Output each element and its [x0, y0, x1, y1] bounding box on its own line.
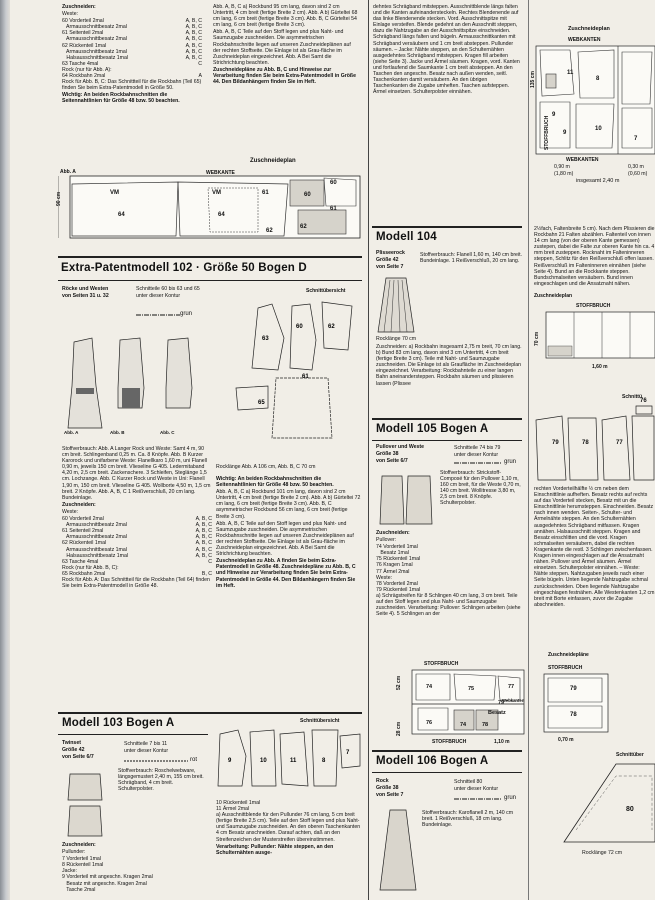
zuschneiden-heading: Zuschneiden: [62, 4, 96, 10]
list-item-text: 60 Vorderteil 2mal [62, 18, 104, 25]
svg-text:11: 11 [290, 758, 297, 764]
list-item: 9 Vorderteil mit angeschn. Kragen 2mal [62, 874, 153, 881]
piece-label: 77 [508, 684, 515, 690]
list-item: 8 Rückenteil 1mal [62, 862, 104, 869]
list-item-ref: A, B, C [195, 540, 212, 547]
model-106-rocklange: Rocklänge 72 cm [582, 850, 623, 856]
model-105-sub [376, 444, 442, 470]
plan-right-len3: 0,30 m [628, 164, 644, 170]
svg-text:8: 8 [322, 758, 326, 764]
list-item-ref: A, B, C [185, 48, 202, 55]
plan105-d1: 52 cm [396, 675, 402, 690]
model-102-stoff: Stoffverbrauch: Abb. A Langer Rock und Weste: Samt 4 m, 90 cm breit. Schlingenband 0,25 m. Ca. 8 Knöpfe. Abb. B Kurzer Karorock und unifarbene Weste: Flanellkaro 1,60 m, uni Flanell 0,90 m, jeweils 150 cm breit. Vlieseline G 405. Ledermitaband 4,20 m, 2,5 cm breit. Zackenschere. 3 Schleifen, Steglänge 1,5 cm. Lochzange. Abb. C Kurzer Rock und Weste in Uni: Flanell 1,90 m, 150 cm breit. Vlieseline G 405. Wollborte 4,50 m, 1,5 cm breit. 2 Knöpfe. Abb. A, B, C 1 Reißverschluß, 20 cm lang. Bundeinlage. [62, 446, 211, 501]
model-102-zus-title: Zuschneiden: [62, 501, 96, 508]
list-item-ref: A, B, C [195, 546, 212, 553]
plan105-diagram [410, 668, 526, 738]
model-102-cutting-list [62, 516, 212, 577]
list-item-text: 63 Tasche 4mal [62, 60, 99, 67]
model-102-mid1: Wichtig: An beiden Rockbahnschnitten die Seitennahtlinien für Größe 48 bzw. 50 beachten. [216, 476, 334, 489]
column-divider-2 [528, 0, 529, 900]
model-103-title: Modell 103 Bogen A [62, 717, 175, 729]
rule-106-top [372, 750, 522, 752]
red-contour-line [124, 759, 188, 763]
piece-label: 64 [218, 212, 225, 218]
model-103-right [216, 800, 362, 898]
model-106-schnitt-text: Schnitteil 80 [454, 779, 483, 785]
list-item: 77 Ärmel 2mal [376, 568, 410, 575]
model-106-pattern [556, 760, 655, 846]
plan-r2-stoffbruch: STOFFBRUCH [548, 665, 583, 671]
list-item: 75 Rückenteil 1mal [376, 556, 421, 563]
list-item-text: 60 Vorderteil 2mal [62, 516, 104, 523]
plan-right-title: Zuschneideplan [568, 26, 610, 32]
model-103-right-text: 10 Rückenteil 1mal 11 Ärmel 2mal a) Ausschnittblende für den Pullunder 76 cm lang, 5 cm breit (fertige Breite 2,5 cm). Teile auf den Stoff legen und plus Naht- und Saumzugabe zuschneiden. An den oberen Taschenkanten 4 cm Besatz anschneiden. Darauf achten, daß an den Streifenzeichen der Musterstreifen übereinstimmen. [216, 800, 361, 843]
piece-label: 8 [596, 76, 600, 82]
piece-label: 10 [595, 126, 602, 132]
rule-102-bottom [58, 280, 362, 281]
list-item: 79 Rückenteil 1mal [376, 586, 421, 593]
col4-schnittubersicht: Schnittü [622, 394, 642, 400]
model-106-schnitt [454, 779, 522, 793]
list-item-text: Rock (nur für Abb. B, C): [62, 564, 119, 571]
list-item-text: 62 Rückenteil 1mal [62, 42, 107, 49]
list-item-ref: A [198, 73, 202, 80]
abb-label: Abb. C [160, 430, 175, 435]
model-106-sub3: von Seite 7 [376, 792, 404, 799]
plan105-title: Zuschneidepläne [548, 652, 589, 658]
model-105-schnitt [454, 445, 522, 459]
model-102-mid2: Abb. A, B, C a) Rockbund 101 cm lang, davon sind 2 cm Untertritt, 4 cm breit (fertige Breite 2 cm). Abb. A b) Gürteltei 72 cm lang, 6 cm breit (fertige Breite 3 cm). Abb. B, C asymmetrischer Rockbund 56 cm lang, 6 cm breit (fertige Breite 3 cm). [216, 489, 361, 520]
list-item-ref: A, B, C [195, 516, 212, 523]
model-102-kontur: unter dieser Kontur [136, 293, 181, 300]
piece-label: Besatz [488, 710, 506, 716]
model-106-schnittub: Schnittüber [616, 752, 644, 758]
model-103-verarb: Verarbeitung: Pullunder: Nähte steppen, an den Schulternähten ausge- [216, 843, 334, 856]
piece-label: 78 [570, 712, 577, 718]
mid-paragraph-1: Abb. A, B, C a) Rockbund 95 cm lang, davon sind 2 cm Untertritt, 4 cm breit (fertige Breite 2 cm). Abb. A b) Gürteltei 68 cm lang, 6 cm breit (fertige Breite 3 cm). Abb. B, C Gürteltei 54 cm lang, 6 cm breit (fertige Breite 3 cm). [213, 4, 358, 29]
plan-right-stoffbruch: STOFFBRUCH [544, 115, 550, 150]
list-item: Weste: [376, 574, 393, 581]
model-104-title: Modell 104 [376, 231, 437, 243]
model-105-zus: Zuschneiden: [376, 530, 410, 536]
rule-102-top [58, 256, 362, 258]
plan1-title: Zuschneideplan [250, 158, 296, 164]
model-105-figures [376, 472, 436, 528]
piece-label: 9 [563, 130, 567, 136]
list-item-ref: C [198, 60, 202, 67]
piece-label: 61 [330, 206, 337, 212]
model-103-zus-title: Zuschneiden: [62, 842, 96, 848]
model-104-sub2: Größe 42 [376, 257, 399, 264]
green-contour-line-106 [454, 797, 502, 801]
plan104-stoffbruch: STOFFBRUCH [576, 303, 611, 309]
model-105-sub2: Größe 38 [376, 451, 399, 458]
rock-note: Rock für Abb. B, C: Das Schnittteil für die Rockbahn (Teil 65) finden Sie beim Extra-Patentmodell in Größe 50. [62, 79, 202, 92]
model-102-schnitt-text: Schnitteile 60 bis 63 und 65 [136, 286, 200, 292]
list-item-ref: A, B, C [185, 54, 202, 61]
piece-label: VM [212, 190, 221, 196]
plan-right-webkanten-top: WEBKANTEN [568, 37, 601, 43]
model-105-list [376, 544, 522, 593]
list-item: 7 Vorderteil 1mal [62, 856, 101, 863]
plan1-webkante: WEBKANTE [206, 170, 235, 176]
model-105-title: Modell 105 Bogen A [376, 423, 489, 435]
cutting-list [62, 18, 202, 79]
plan1-dim: 90 cm [56, 191, 62, 206]
model-103-sub3: von Seite 6/7 [62, 754, 94, 761]
model-102-rock: Rock für Abb. A: Das Schnittteil für die Rockbahn (Teil 64) finden Sie beim Extra-Patentmodell in Größe 48. [62, 576, 210, 590]
model-104-text: Zuschneiden: a) Rockbahn insgesamt 2,75 m breit, 70 cm lang. b) Bund 83 cm lang, davon sind 3 cm Untertritt, 4 cm breit (fertige Breite 3 cm). Teile mit Naht- und Saumzugabe zuschneiden. Die Einlage ist als Graufläche im Zuschneideplan eingezeichnet. Verarbeitung: Rockbahnteile zu einer langen Bahn aneinandersteppen. Rockbahn säumen und plissieren lassen (Plissee [376, 344, 522, 387]
model-103-pattern-overview [214, 726, 364, 796]
list-item-ref: A, B, C [195, 534, 212, 541]
svg-text:61: 61 [302, 374, 309, 380]
piece-label: 74 [426, 684, 433, 690]
list-item-text: 62 Rückenteil 1mal [62, 540, 107, 547]
model-103-list [62, 856, 210, 893]
piece-label: 7 [634, 136, 638, 142]
plan105-d3: 1,10 m [494, 739, 510, 745]
model-103-sub [62, 740, 112, 764]
green-contour-line [136, 313, 180, 317]
piece-label: 78 [582, 440, 589, 446]
model-102-sub2: von Seiten 31 u. 32 [62, 293, 109, 300]
list-item: 74 Vorderteil 1mal [376, 544, 418, 551]
list-item: Jacke: [62, 868, 77, 875]
list-item-ref: A, B, C [185, 42, 202, 49]
column-divider-1 [368, 0, 369, 900]
plan105-stoffbruch-bot: STOFFBRUCH [432, 739, 467, 745]
model-103-color: rot [190, 757, 198, 763]
rule-106-bottom [372, 772, 522, 773]
model-103-sub1: Twinset [62, 740, 81, 746]
plan104-dim: 70 cm [534, 331, 540, 346]
model-106-color: grün [504, 795, 517, 801]
model-102-sub1: Röcke und Westen [62, 286, 109, 292]
plan-right-webkanten-bot: WEBKANTEN [566, 157, 599, 163]
plan-right-l3 [628, 164, 655, 178]
model-104-stoff: Stoffverbrauch: Flanell 1,60 m, 140 cm breit. Bundeinlage. 1 Reißverschluß, 20 cm lang. [420, 252, 522, 265]
model-102-title: Extra-Patentmodell 102 · Größe 50 Bogen D [61, 262, 307, 274]
plan104-diagram [540, 310, 655, 362]
green-contour-line-105 [454, 461, 502, 465]
plan-right-len2: (1,80 m) [554, 171, 574, 178]
list-item-text: Armausschnittbesatz 2mal [62, 522, 127, 529]
list-item: Besatz 1mal [376, 550, 409, 557]
plan-right-len4: (0,60 m) [628, 171, 648, 178]
mid-paragraph-3: Zuschneidepläne zu Abb. B, C und Hinweise zur Verarbeitung finden Sie beim Extra-Patentmodell in Größe 44. Den Bildanhängern finden Sie im Heft. [213, 66, 356, 86]
piece-label: VM [110, 190, 119, 196]
model-102-pattern-overview [232, 298, 362, 448]
cutting-plan-1 [58, 166, 368, 248]
model-103-stoff: Stoffverbrauch: Roschelwebware, längsgemustert 2,40 m, 155 cm breit. Schrägband, 4 cm breit. Schulterpolster. [118, 768, 204, 793]
model-105-cutting [376, 530, 522, 630]
list-item: Tasche 2mal [62, 886, 96, 893]
list-item-ref: A, B, C [195, 522, 212, 529]
list-item-text: Halsausschnittbesatz 1mal [62, 552, 129, 559]
svg-text:9: 9 [228, 758, 232, 764]
model-102-fashion-figures [62, 328, 212, 438]
model-104-rocklange: Rocklänge 70 cm [376, 336, 417, 342]
left-cutting-section [62, 4, 202, 154]
piece-label: 60 [304, 192, 311, 198]
list-item-ref: A, B, C [185, 24, 202, 31]
model-106-sub1: Rock [376, 778, 389, 784]
list-item-text: Armausschnittbesatz 1mal [62, 48, 127, 55]
mid-paragraph-2: Abb. A, B, C Teile auf den Stoff legen und plus Naht- und Saumzugabe zuschneiden. Die asymmetrischen Rockbahnschnitte liegen auf unseren Zuschneideplänen auf der rechten Stoffseite. Die Einlage ist als Grau-fläche im Zuschneideplan eingezeichnet. Abb. A Bei Samt die Strichrichtung beachten. [213, 29, 351, 66]
list-item-text: 65 Rockbahn 2mal [62, 570, 106, 577]
plan104-len: 1,60 m [592, 364, 608, 370]
piece-label: 64 [118, 212, 125, 218]
piece-label: 61 [262, 190, 269, 196]
piece-label: 62 [266, 228, 273, 234]
rule-105-top [372, 418, 522, 420]
model-102-rocklange: Rocklänge Abb. A 106 cm, Abb. B, C 70 cm [216, 464, 316, 470]
model-102-right-body [216, 476, 362, 726]
model-102-weste: Weste: [62, 508, 79, 515]
plan1-abb-label: Abb. A [60, 169, 76, 175]
model-102-color: grün [180, 311, 193, 317]
model-105-text: a) Schrägstreifen für 8 Schlingen 40 cm lang, 3 cm breit. Teile auf den Stoff legen und plus Naht- und Saumzugabe zuschneiden. Verarbeitung: Pullover: Schlingen arbeiten (siehe Seite 4). 5 Schlingen an der [376, 592, 521, 618]
model-103-pullunder: Pullunder: [62, 849, 86, 856]
model-106-title: Modell 106 Bogen A [376, 755, 489, 767]
model-102-mid4: Zuschneideplan zu Abb. A finden Sie beim Extra-Patentmodell in Größe 48. Zuschneidepläne zu Abb. B, C und Hinweise zur Verarbeitung finden Sie beim Extra-Patentmodell in Größe 44. Den Bildanhängern finden Sie im Heft. [216, 558, 356, 589]
piece-label: 74 [460, 722, 467, 728]
piece-label: 75 [468, 686, 475, 692]
piece-label: 77 [616, 440, 623, 446]
list-item-ref: C [208, 558, 212, 565]
model-105-color: grün [504, 459, 517, 465]
model-104-skirt [376, 276, 416, 334]
list-item-ref: A, B, C [185, 18, 202, 25]
piece-label: 79 [552, 440, 559, 446]
list-item-text: Armausschnittbesatz 1mal [62, 546, 127, 553]
list-item-ref: B, C [201, 570, 212, 577]
model-105-pattern-overview [532, 402, 655, 484]
list-item-ref: A, B, C [185, 30, 202, 37]
svg-text:63: 63 [262, 336, 269, 342]
rule-104-top [372, 226, 522, 228]
list-item-text: Armausschnittbesatz 2mal [62, 24, 127, 31]
list-item-text: 61 Seitenteil 2mal [62, 30, 104, 37]
piece-label: 76 [426, 720, 433, 726]
model-102-schnitt [136, 286, 212, 326]
plan-r2-len: 0,70 m [558, 737, 574, 743]
model-105-kontur: unter dieser Kontur [454, 452, 499, 459]
piece-label: 62 [300, 224, 307, 230]
model-104-sub1: Plisseerock [376, 250, 405, 256]
col4-text2: rechten Vorderteilhälfte ½ cm neben dem Einschnittlinie aufheften. Besatz rechts auf rechts auf das Vorderteil stecken, Besatz mit un die Einschnittlinie herumsteppen. Einschneiden. Besatz nach innen wenden. Seiten-, Schulter- und Ärmelnähte steppen. An den Schulternähten ausgedehntes Schrägband mitfassen. Kragen annähen. Halsausschnitt steppen. Kragen and Besatz einschlitten und die vord. Kragen schmalseiten versäubern, dabei die rechten Kragenkante die restl. 3 Schlingen zwischenfassen. Kragen innen eingeschlagen auf die Ansatznaht nähen. Pullover und Ärmel säumen. Ärmel einsetzen. Schulterpolster einnähen. – Weste: Nähte steppen. Nahtzugaben jeweils nach einer Seite bügeln. Unten liegende Nahtzugabe schmal zurückschneiden. Oben liegende Nahtzugabe eingeschlagen festnähen. Alle Westenkanten 1,2 cm breit mit Borte einfassen, zuvor die Zugabe abschneiden. [534, 486, 655, 608]
piece-label: 79 [570, 686, 577, 692]
model-102-mid3: Abb. A, B, C Teile auf den Stoff legen und plus Naht- und Saumzugabe zuschneiden. Die asymmetrischen Rockbahnschnitte liegen auf unseren Zuschneideplänen auf der rechten Stoffseite. Die Einlage ist als Grau-fläche im Zuschneideplan eingezeichnet. Abb. A Bei Samt die Strichrichtung beachten. [216, 520, 354, 558]
rule-103-bottom [58, 734, 208, 735]
list-item: Besatz mit angeschn. Kragen 2mal [62, 880, 147, 887]
model-104-sub3: von Seite 7 [376, 264, 404, 271]
model-106-piece: 80 [626, 806, 634, 813]
list-item-ref: A, B, C [195, 528, 212, 535]
list-item-text: Armausschnittbesatz 2mal [62, 534, 127, 541]
col3-top-text: dehntes Schrägband mitsteppen. Ausschnittblende längs falten und die Kanten aufeinandersteckeln. Rechtes Blendenende auf das linke Blendenende stecken. Vord. Ausschnittspitze mit Einlage versteifen. Blende gedehnt an den Ausschnitt steppen, dazu die Nahtzugabe an der Ausschnittspitze einschneiden. Schrägband längs falten und bügeln. Armausschnittkanten mit Schrägband versäubern und 1 cm breit absteppen. Pullunder säumen. – Jacke: Nähte steppen, an den Schulternähten ausgedehntes Schrägband mitsteppen. Kragen fill arbeiten (siehe Seite 3). Jacke und Ärmel säumen. Kragen, vord. Kanten und fortlaufend die Saumkante 1 cm breit absteppen. An den Taschen den angeschn. Besatz nach außen wenden, seitl. Taschenkanten damit versäubern. An den übrigen Taschenkanten die Zugabe umheften. Taschen aufsteppen. Ärmel einsetzen. Schulterpolster einnähen. [373, 4, 520, 96]
plan-right-l1 [554, 164, 584, 178]
wichtig-note: Wichtig: An beiden Rockbahnschnitten die Seitennahtlinien für Größe 48 bzw. 50 beachten. [62, 92, 180, 105]
rule-105-bottom [372, 440, 522, 441]
model-103-schnittubersicht: Schnittübersicht [300, 718, 340, 724]
model-105-sub1: Pullover und Weste [376, 444, 425, 450]
list-item-text: 64 Rockbahn 2mal [62, 73, 106, 80]
plan-right-total: insgesamt 2,40 m [576, 178, 620, 184]
piece-label: 78 [482, 722, 489, 728]
model-103-kontur: unter dieser Kontur [124, 748, 169, 755]
svg-text:62: 62 [328, 324, 335, 330]
piece-label: 60 [330, 180, 337, 186]
model-102-schnittubersicht: Schnittübersicht [306, 288, 346, 294]
model-105-schnitt-text: Schnitteile 74 bis 79 [454, 445, 501, 451]
model-105-stoff: Stoffverbrauch: Strickstoff-Composé für den Pullover 1,10 m, 160 cm breit, für die Weste 0,70 m, 140 cm breit. Wollitresse 3,80 m, 2,5 cm breit. 8 Knöpfe. Schulterpolster. [440, 470, 521, 507]
piece-label: 9 [552, 112, 556, 118]
model-106-sub2: Größe 38 [376, 785, 399, 792]
model-105-sub3: von Seite 6/7 [376, 458, 408, 465]
weste-label: Weste: [62, 11, 79, 18]
list-item-text: Halsausschnittbesatz 1mal [62, 54, 129, 61]
plan-right-dim: 135 cm [530, 71, 536, 88]
piece-label: 79 [498, 700, 505, 706]
list-item-text: Rock (nur für Abb. A): [62, 66, 112, 73]
piece-label: 76 [640, 398, 647, 404]
piece-label: 11 [567, 70, 574, 76]
model-102-sub [62, 286, 124, 316]
model-103-cutting [62, 842, 210, 898]
model-106-kontur: unter dieser Kontur [454, 786, 499, 793]
model-106-skirt [378, 806, 418, 892]
list-item-ref: A, B, C [195, 552, 212, 559]
page-binding [0, 0, 10, 900]
model-103-figures [62, 770, 110, 840]
list-item-text: 63 Tasche 4mal [62, 558, 99, 565]
svg-text:7: 7 [346, 750, 350, 756]
svg-text:60: 60 [296, 324, 303, 330]
svg-text:65: 65 [258, 400, 265, 406]
model-106-sub [376, 778, 426, 802]
model-103-sub2: Größe 42 [62, 747, 85, 754]
plan105-d2: 28 cm [396, 721, 402, 736]
plan105-stoffbruch-top: STOFFBRUCH [424, 661, 459, 667]
plan105-webkanten: Webkanten [502, 698, 525, 703]
rule-103-top [58, 712, 362, 714]
abb-label: Abb. A [64, 430, 79, 435]
svg-text:10: 10 [260, 758, 267, 764]
model-103-schnitt-text: Schnitteile 7 bis 11 [124, 741, 168, 747]
col4-text: 2½fach, Faltenbreite 5 cm). Nach dem Plissieren die Rockbahn 21 Falten abzählen. Faltenteil von innen 14 cm lang (von der oberen Kante gemessen) zustepen, dabei die Falte zur oberen Kante hin ca. 4 mm breit zusteppen. Rocknaht im Falteninneren steppen, Schlitz für den Reißverschluß offen lassen. Reißverschluß im Falteninneren einnähen (siehe Seite 4). Bund an die Rockkante steppen. Bundschmalseiten versäubern. Bund innen eingeschlagen und die Ansatznaht nähen. [534, 226, 655, 287]
plan-right-len1: 0,90 m [554, 164, 570, 170]
model-106-stoff: Stoffverbrauch: Karoflanell 2 m, 140 cm breit. 1 Reißverschluß, 18 cm lang. Bundeinlage. [422, 810, 514, 829]
list-item-text: 61 Seitenteil 2mal [62, 528, 104, 535]
model-102-body [62, 446, 212, 716]
model-105-pullover: Pullover: [376, 537, 397, 544]
mid-instructions [213, 4, 359, 154]
list-item-text: Armausschnittbesatz 2mal [62, 36, 127, 43]
list-item-ref: A, B, C [185, 36, 202, 43]
plan-r2-diagram [540, 672, 612, 736]
list-item: 76 Kragen 1mal [376, 562, 413, 569]
abb-label: Abb. B [110, 430, 125, 435]
list-item: 78 Vorderteil 2mal [376, 580, 418, 587]
plan104-title: Zuschneideplan [534, 293, 573, 299]
